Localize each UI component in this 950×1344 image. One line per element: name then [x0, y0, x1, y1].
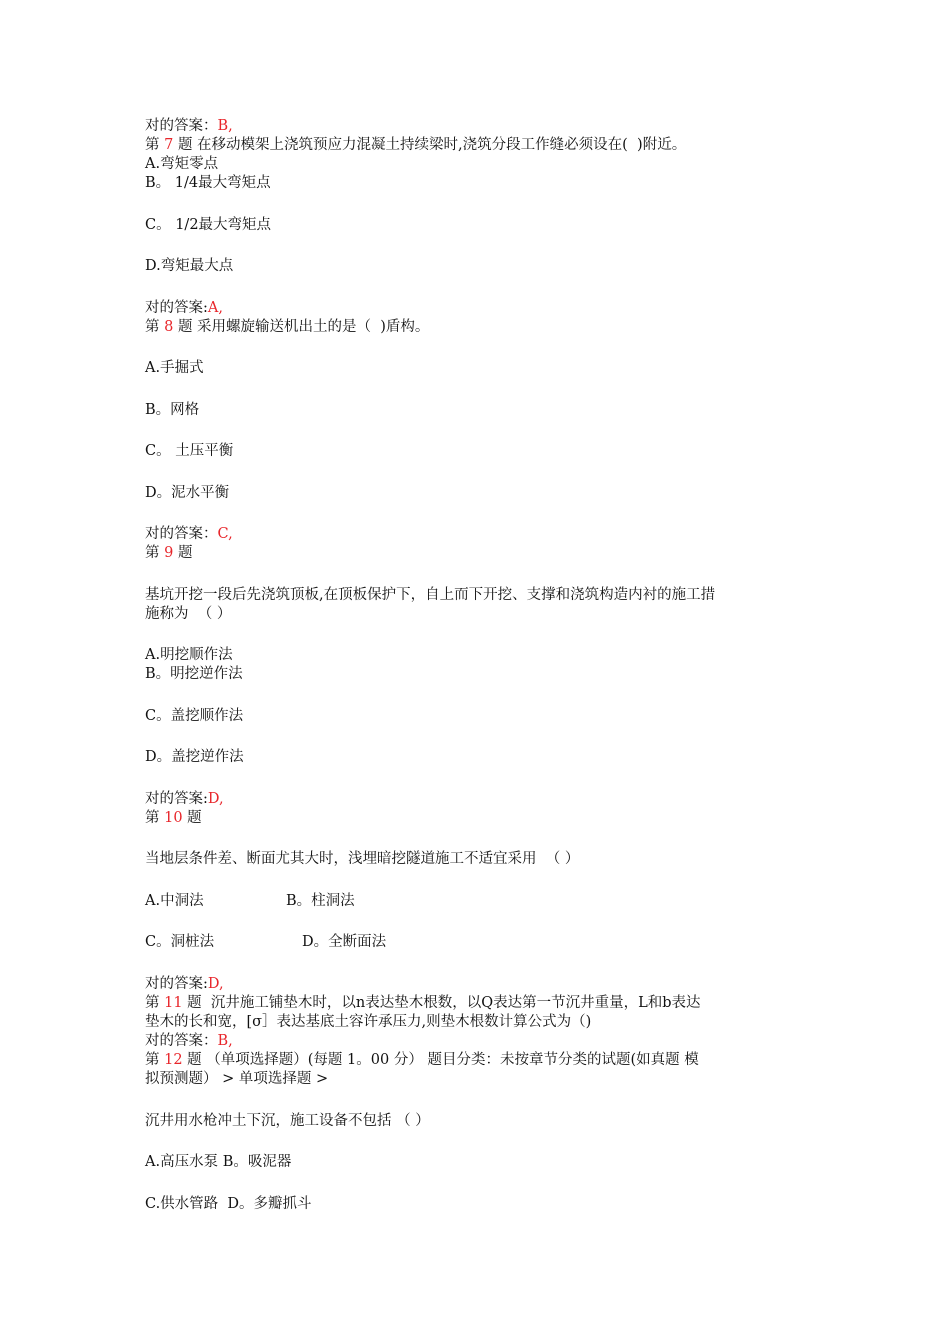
q12-options-cd: C.供水管路 D。多瓣抓斗: [145, 1196, 312, 1212]
q10-option-b: B。柱洞法: [286, 893, 355, 909]
q12-body-line-2: 拟预测题） > 单项选择题 >: [145, 1071, 329, 1087]
q9-option-b: B。明挖逆作法: [145, 666, 243, 682]
answer-label: 对的答案：: [145, 526, 218, 542]
answer-value: B,: [217, 118, 233, 134]
q9-option-a: A.明挖顺作法: [145, 647, 233, 663]
question-number: 10: [164, 810, 183, 826]
question-number: 9: [164, 545, 174, 561]
question-number: 12: [164, 1052, 183, 1068]
q11-stem: 第 11 题 沉井施工铺垫木时，以n表达垫木根数，以Q表达第一节沉井重量，L和b表达: [145, 995, 701, 1011]
q12-options-ab: A.高压水泵 B。吸泥器: [145, 1154, 292, 1170]
q11-body-line-2: 垫木的长和宽，[σ］表达基底土容许承压力,则垫木根数计算公式为（): [145, 1014, 592, 1030]
q7-option-c: C。 1/2最大弯矩点: [145, 217, 272, 233]
q8-option-a: A.手掘式: [145, 360, 204, 376]
q7-option-b: B。 1/4最大弯矩点: [145, 175, 271, 191]
q10-option-d: D。全断面法: [302, 934, 387, 950]
q10-stem: 第 10 题: [145, 810, 202, 826]
q9-answer-line: [145, 790, 224, 808]
answer-value: D,: [207, 976, 224, 992]
question-number: 8: [164, 319, 174, 335]
q8-option-d: D。泥水平衡: [145, 485, 230, 501]
q7-stem: 第 7 题 在移动模架上浇筑预应力混凝土持续梁时,浇筑分段工作缝必须设在( )附近。: [145, 137, 687, 153]
q8-option-c: C。 土压平衡: [145, 443, 234, 459]
answer-value: C,: [217, 526, 233, 542]
answer-value: D,: [207, 791, 224, 807]
question-number: 11: [164, 995, 183, 1011]
q12-stem: 第 12 题 （单项选择题）(每题 1。00 分） 题目分类：未按章节分类的试题(如真题 模: [145, 1052, 699, 1068]
question-number: 7: [164, 137, 174, 153]
q10-answer-line: [145, 975, 224, 993]
answer-value: B,: [217, 1033, 233, 1049]
q10-body: 当地层条件差、断面尤其大时，浅埋暗挖隧道施工不适宜采用 （ ）: [145, 851, 580, 867]
q9-option-c: C。盖挖顺作法: [145, 708, 244, 724]
answer-label: 对的答案：: [145, 118, 218, 134]
q8-option-b: B。网格: [145, 402, 200, 418]
answer-label: 对的答案:: [145, 976, 208, 992]
q8-stem: 第 8 题 采用螺旋输送机出土的是（ )盾构。: [145, 319, 430, 335]
q7-answer-line: [145, 299, 223, 317]
q9-body-line-1: 基坑开挖一段后先浇筑顶板,在顶板保护下，自上而下开挖、支撑和浇筑构造内衬的施工措: [145, 587, 716, 603]
q9-body-line-2: 施称为 （ ）: [145, 606, 232, 622]
q10-option-c: C。洞桩法: [145, 934, 215, 950]
q8-answer-line: [145, 525, 233, 543]
q9-stem: 第 9 题: [145, 545, 193, 561]
q12-body-line-3: 沉井用水枪冲土下沉，施工设备不包括 （ ）: [145, 1113, 430, 1129]
q6-answer-line: [145, 117, 233, 135]
answer-value: A,: [207, 300, 223, 316]
q7-option-a: A.弯矩零点: [145, 156, 219, 172]
q10-option-a: A.中洞法: [145, 893, 204, 909]
q7-option-d: D.弯矩最大点: [145, 258, 234, 274]
answer-label: 对的答案:: [145, 300, 208, 316]
q9-option-d: D。盖挖逆作法: [145, 749, 244, 765]
answer-label: 对的答案:: [145, 791, 208, 807]
q11-answer-line: [145, 1032, 233, 1050]
answer-label: 对的答案：: [145, 1033, 218, 1049]
